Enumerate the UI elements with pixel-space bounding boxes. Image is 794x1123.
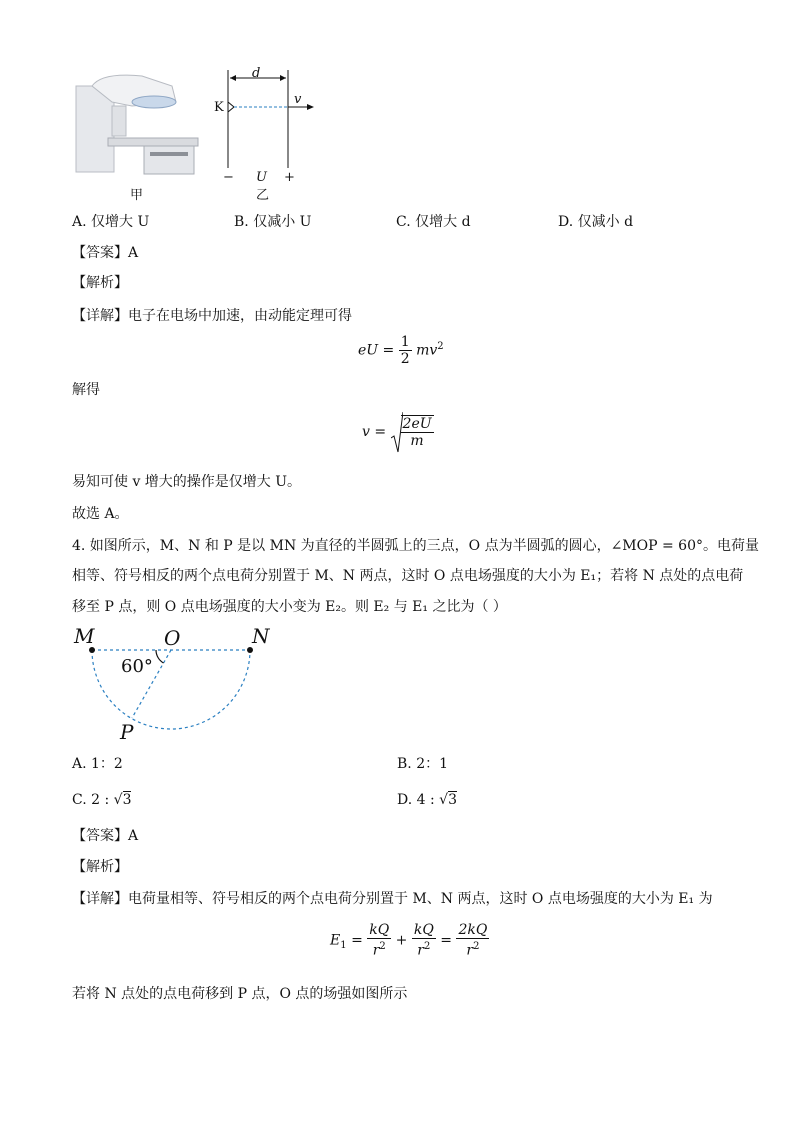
q3-option-d[interactable]: D. 仅减小 d bbox=[558, 214, 634, 230]
label-M: M bbox=[74, 624, 95, 648]
q4-option-a[interactable]: A. 1：2 bbox=[72, 756, 123, 772]
q3-choose: 故选 A。 bbox=[72, 506, 129, 522]
f-t3-den: $r^2$ bbox=[466, 941, 480, 959]
q4-option-c[interactable] bbox=[72, 790, 131, 810]
q3-formula-velocity bbox=[362, 410, 434, 454]
caption-yi: 乙 bbox=[256, 188, 270, 203]
formula-v-den: m bbox=[410, 433, 424, 449]
label-P: P bbox=[120, 720, 134, 744]
q4-formula bbox=[330, 922, 489, 959]
q4-detail: 【详解】电荷量相等、符号相反的两个点电荷分别置于 M、N 两点，这时 O 点电场强度的大小为 E₁ 为 bbox=[72, 891, 713, 907]
label-minus: − bbox=[223, 170, 234, 185]
q4-option-c-root: 3 bbox=[122, 792, 132, 808]
f-term2 bbox=[412, 922, 436, 959]
label-K: K bbox=[214, 100, 224, 115]
q4-stem-line2: 相等、符号相反的两个点电荷分别置于 M、N 两点，这时 O 点电场强度的大小为 E₁；若将 N 点处的点电荷 bbox=[72, 568, 744, 584]
label-plus: + bbox=[284, 170, 295, 185]
label-U: U bbox=[256, 170, 267, 185]
q3-detail: 【详解】电子在电场中加速，由动能定理可得 bbox=[72, 308, 352, 324]
sqrt-icon: √ bbox=[439, 792, 449, 808]
formula-v-lhs: v = bbox=[362, 424, 387, 440]
f-t1-num: kQ bbox=[369, 922, 390, 938]
f-plus: + bbox=[395, 932, 408, 949]
formula-rhs: mv bbox=[416, 342, 438, 359]
formula-num: 1 bbox=[400, 334, 410, 350]
formula-v-fraction bbox=[401, 415, 434, 449]
formula-exp: 2 bbox=[437, 340, 444, 352]
machine-illustration bbox=[72, 72, 202, 182]
q3-answer: 【答案】A bbox=[72, 245, 139, 261]
q4-option-c-prefix: C. 2 : bbox=[72, 792, 114, 808]
formula-fraction bbox=[399, 334, 412, 367]
q4-analysis: 【解析】 bbox=[72, 859, 128, 875]
f-t3-num: 2kQ bbox=[458, 922, 488, 938]
f-t2-num: kQ bbox=[413, 922, 434, 938]
q4-option-d[interactable] bbox=[397, 790, 457, 810]
f-lhs: E bbox=[330, 932, 341, 949]
formula-den: 2 bbox=[400, 351, 410, 367]
f-term1 bbox=[367, 922, 391, 959]
q3-analysis: 【解析】 bbox=[72, 275, 128, 291]
q4-answer: 【答案】A bbox=[72, 828, 139, 844]
f-term3 bbox=[456, 922, 489, 959]
label-N: N bbox=[252, 624, 270, 648]
q4-option-d-prefix: D. 4 : bbox=[397, 792, 440, 808]
label-angle: 60° bbox=[121, 656, 153, 677]
q4-after: 若将 N 点处的点电荷移到 P 点，O 点的场强如图所示 bbox=[72, 986, 408, 1002]
q4-option-b[interactable]: B. 2：1 bbox=[397, 756, 449, 772]
q3-jiede: 解得 bbox=[72, 382, 100, 398]
q3-conclusion: 易知可使 v 增大的操作是仅增大 U。 bbox=[72, 474, 302, 490]
f-eq: = bbox=[351, 932, 363, 949]
caption-jia: 甲 bbox=[130, 188, 144, 203]
q3-option-c[interactable]: C. 仅增大 d bbox=[396, 214, 471, 230]
formula-lhs: eU = bbox=[358, 342, 395, 359]
f-t2-den: $r^2$ bbox=[417, 941, 431, 959]
q3-option-b[interactable]: B. 仅减小 U bbox=[234, 214, 312, 230]
q4-stem-line1: 4. 如图所示，M、N 和 P 是以 MN 为直径的半圆弧上的三点，O 点为半圆弧的圆心，∠MOP = 60°。电荷量 bbox=[72, 538, 759, 554]
label-O: O bbox=[164, 626, 181, 650]
sqrt-icon: √ bbox=[113, 792, 123, 808]
q3-option-a[interactable]: A. 仅增大 U bbox=[72, 214, 150, 230]
label-v: v bbox=[294, 92, 302, 107]
q3-formula-energy bbox=[358, 334, 444, 367]
f-eq2: = bbox=[440, 932, 453, 949]
q4-option-d-root: 3 bbox=[448, 792, 457, 808]
formula-v-num: 2eU bbox=[402, 416, 432, 432]
f-t1-den: $r^2$ bbox=[372, 941, 386, 959]
q4-stem-line3: 移至 P 点，则 O 点电场强度的大小变为 E₂。则 E₂ 与 E₁ 之比为（ ） bbox=[72, 599, 507, 615]
label-d: d bbox=[252, 66, 261, 81]
f-lhs-sub: 1 bbox=[340, 940, 347, 952]
